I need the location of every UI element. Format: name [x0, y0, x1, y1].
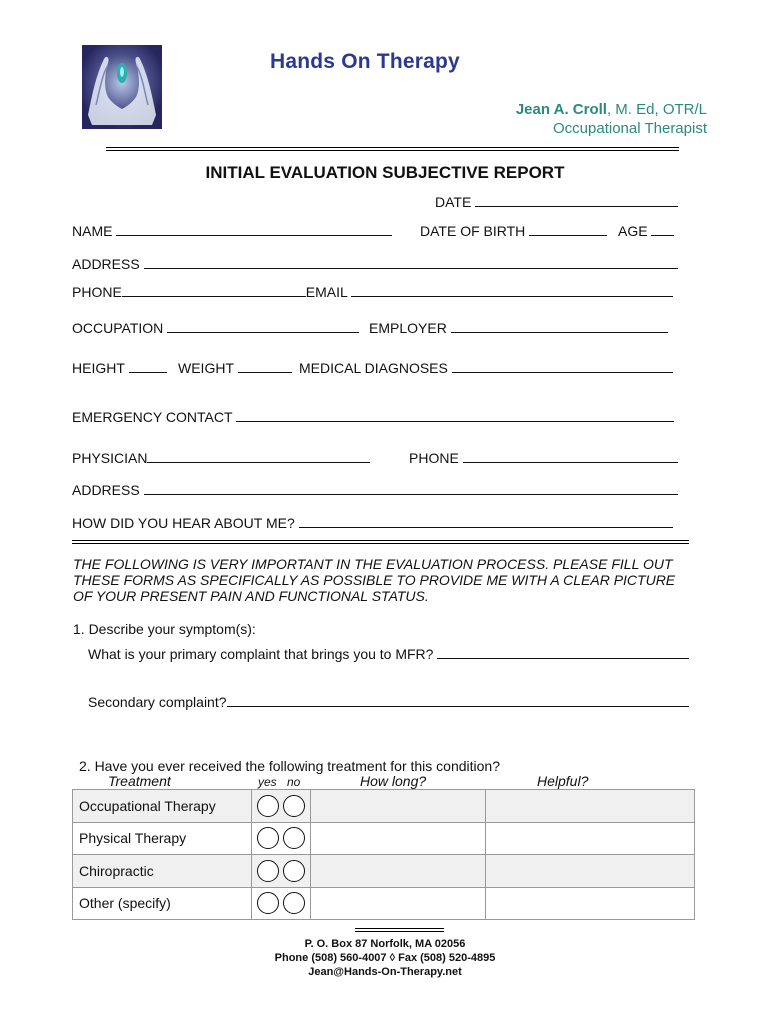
- primary-complaint-input-line[interactable]: [437, 647, 689, 659]
- helpful-cell[interactable]: [486, 887, 695, 920]
- helpful-cell[interactable]: [486, 822, 695, 855]
- phone-input-line[interactable]: [122, 285, 306, 297]
- column-header-helpful: Helpful?: [537, 773, 589, 789]
- diagnoses-input-line[interactable]: [452, 361, 673, 373]
- treatment-name: Occupational Therapy: [73, 790, 252, 823]
- physician-field: [72, 450, 370, 466]
- emergency-input-line[interactable]: [236, 410, 674, 422]
- note-line: THE FOLLOWING IS VERY IMPORTANT IN THE EVALUATION PROCESS. PLEASE FILL OUT: [73, 556, 673, 572]
- physician-phone-field: [409, 450, 678, 466]
- physician-label: PHYSICIAN: [72, 450, 148, 466]
- weight-field: [178, 360, 292, 376]
- helpful-cell[interactable]: [486, 790, 695, 823]
- referral-field: [72, 515, 673, 531]
- table-row: [73, 822, 695, 855]
- hands-logo-image: [82, 45, 162, 129]
- physician-phone-input-line[interactable]: [463, 451, 678, 463]
- primary-complaint-field: [88, 646, 689, 662]
- phone-label: PHONE: [72, 284, 122, 300]
- employer-input-line[interactable]: [451, 321, 668, 333]
- note-line: OF YOUR PRESENT PAIN AND FUNCTIONAL STATUS.: [73, 588, 429, 604]
- therapist-role: Occupational Therapist: [553, 120, 707, 137]
- treatment-name: Physical Therapy: [73, 822, 252, 855]
- column-header-no: no: [287, 775, 301, 789]
- age-field: [618, 223, 674, 239]
- treatment-table: [72, 789, 695, 920]
- column-header-how-long: How long?: [360, 773, 427, 789]
- no-radio[interactable]: [283, 892, 305, 914]
- how-long-cell[interactable]: [310, 822, 486, 855]
- table-row: [73, 790, 695, 823]
- name-label: NAME: [72, 223, 113, 239]
- occupation-input-line[interactable]: [167, 321, 359, 333]
- name-input-line[interactable]: [116, 224, 392, 236]
- email-input-line[interactable]: [351, 285, 673, 297]
- therapist-name: [516, 101, 707, 118]
- address-label: ADDRESS: [72, 256, 140, 272]
- yes-radio[interactable]: [257, 892, 279, 914]
- yes-no-cell: [251, 855, 310, 888]
- note-line: THESE FORMS AS SPECIFICALLY AS POSSIBLE TO PROVIDE ME WITH A CLEAR PICTURE: [73, 572, 676, 588]
- how-long-cell[interactable]: [310, 887, 486, 920]
- yes-no-cell: [251, 887, 310, 920]
- weight-input-line[interactable]: [238, 361, 292, 373]
- emergency-field: [72, 409, 674, 425]
- date-field: [435, 194, 678, 210]
- height-label: HEIGHT: [72, 360, 125, 376]
- physician-phone-label: PHONE: [409, 450, 459, 466]
- no-radio[interactable]: [283, 827, 305, 849]
- report-title: INITIAL EVALUATION SUBJECTIVE REPORT: [205, 163, 565, 182]
- yes-no-cell: [251, 822, 310, 855]
- yes-radio[interactable]: [257, 827, 279, 849]
- secondary-complaint-label: Secondary complaint?: [88, 694, 227, 710]
- primary-complaint-label: What is your primary complaint that brings you to MFR?: [88, 646, 434, 662]
- occupation-field: [72, 320, 359, 336]
- phone-field: [72, 284, 673, 300]
- question-1-label: 1. Describe your symptom(s):: [73, 621, 256, 637]
- no-radio[interactable]: [283, 860, 305, 882]
- referral-label: HOW DID YOU HEAR ABOUT ME?: [72, 515, 295, 531]
- header-divider: [106, 147, 679, 151]
- yes-no-cell: [251, 790, 310, 823]
- age-input-line[interactable]: [651, 224, 674, 236]
- therapist-credentials: , M. Ed, OTR/L: [606, 101, 707, 118]
- treatment-name: Chiropractic: [73, 855, 252, 888]
- section-divider: [72, 540, 689, 544]
- footer-divider: [355, 928, 444, 932]
- diagnoses-label: MEDICAL DIAGNOSES: [299, 360, 448, 376]
- question-2-label: 2. Have you ever received the following treatment for this condition?: [79, 758, 501, 774]
- column-header-yes: yes: [258, 775, 277, 789]
- address-input-line[interactable]: [144, 257, 678, 269]
- dob-field: [420, 223, 607, 239]
- referral-input-line[interactable]: [299, 516, 673, 528]
- address2-label: ADDRESS: [72, 482, 140, 498]
- how-long-cell[interactable]: [310, 855, 486, 888]
- footer-address: P. O. Box 87 Norfolk, MA 02056: [304, 938, 466, 950]
- email-label: EMAIL: [305, 284, 348, 300]
- table-row: [73, 887, 695, 920]
- table-row: [73, 855, 695, 888]
- date-input-line[interactable]: [475, 195, 678, 207]
- dob-label: DATE OF BIRTH: [420, 223, 526, 239]
- weight-label: WEIGHT: [178, 360, 234, 376]
- footer-email: Jean@Hands-On-Therapy.net: [308, 966, 462, 978]
- yes-radio[interactable]: [257, 795, 279, 817]
- how-long-cell[interactable]: [310, 790, 486, 823]
- occupation-label: OCCUPATION: [72, 320, 164, 336]
- footer-contact: [0, 952, 770, 964]
- secondary-complaint-field: [88, 694, 689, 710]
- dob-input-line[interactable]: [529, 224, 607, 236]
- diamond-separator-icon: ◊: [389, 952, 396, 964]
- address2-input-line[interactable]: [144, 483, 678, 495]
- employer-field: [369, 320, 668, 336]
- employer-label: EMPLOYER: [369, 320, 447, 336]
- no-radio[interactable]: [283, 795, 305, 817]
- footer-phone: Phone (508) 560-4007: [274, 952, 387, 964]
- name-field: [72, 223, 392, 239]
- address-field: [72, 256, 678, 272]
- brand-title: Hands On Therapy: [270, 50, 460, 73]
- date-label: DATE: [435, 194, 472, 210]
- column-header-treatment: Treatment: [108, 773, 171, 789]
- yes-radio[interactable]: [257, 860, 279, 882]
- diagnoses-field: [299, 360, 673, 376]
- treatment-name: Other (specify): [73, 887, 252, 920]
- emergency-label: EMERGENCY CONTACT: [72, 409, 233, 425]
- height-input-line[interactable]: [129, 361, 167, 373]
- instructions-note: [73, 556, 693, 604]
- address2-field: [72, 482, 678, 498]
- height-field: [72, 360, 167, 376]
- age-label: AGE: [618, 223, 648, 239]
- physician-input-line[interactable]: [147, 451, 370, 463]
- footer-fax: Fax (508) 520-4895: [398, 952, 496, 964]
- therapist-name-text: Jean A. Croll: [515, 101, 607, 118]
- secondary-complaint-input-line[interactable]: [227, 695, 689, 707]
- helpful-cell[interactable]: [486, 855, 695, 888]
